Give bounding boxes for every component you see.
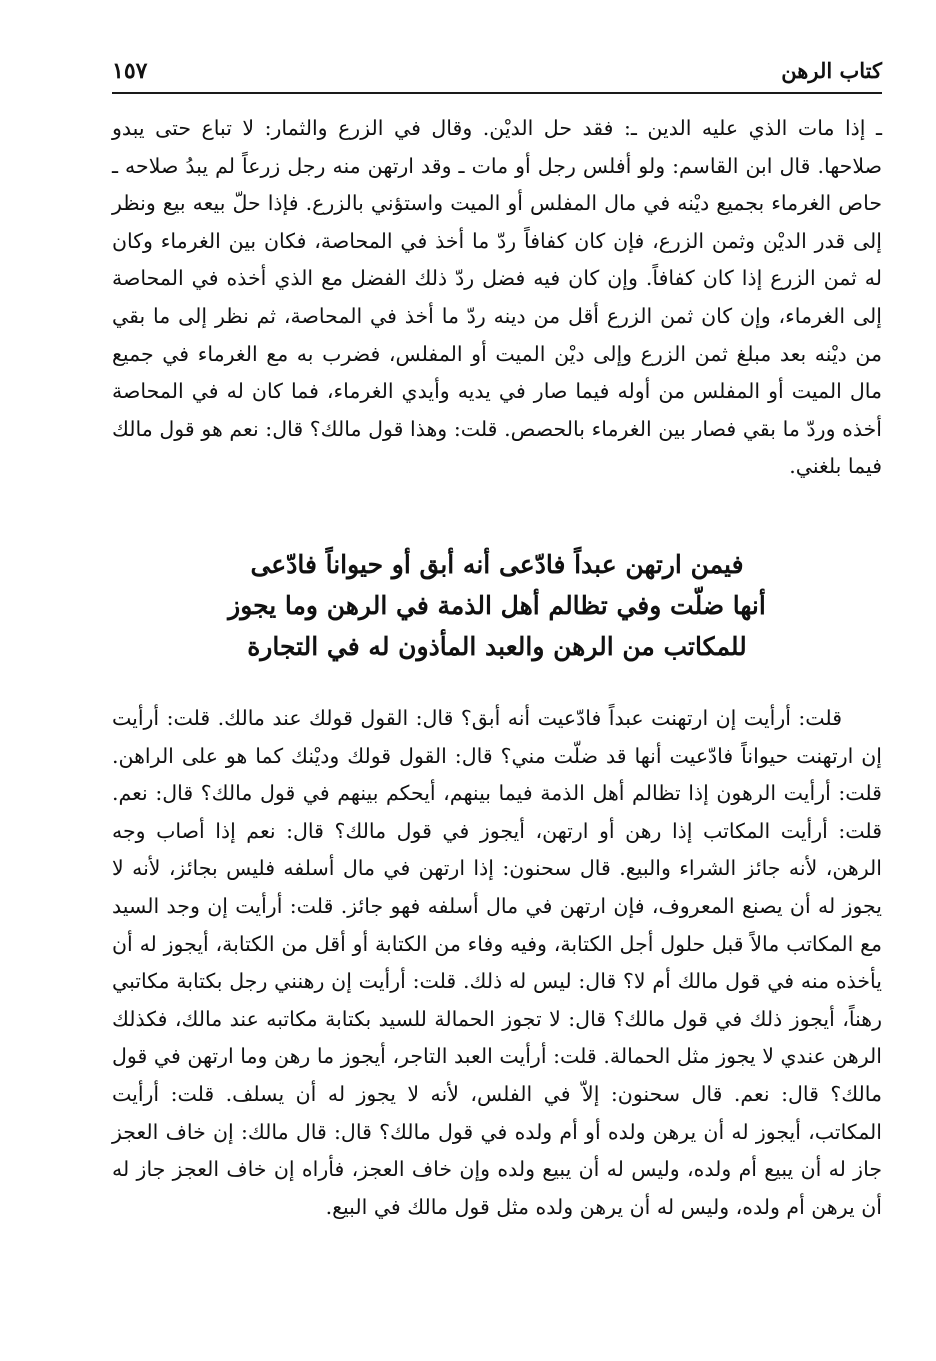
page-number: ١٥٧ — [112, 58, 148, 84]
heading-line-1: فيمن ارتهن عبداً فادّعى أنه أبق أو حيواناً فادّعى — [250, 550, 744, 579]
heading-line-2: أنها ضلّت وفي تظالم أهل الذمة في الرهن وما يجوز — [228, 591, 766, 620]
paragraph-runaway-slave: قلت: أرأيت إن ارتهنت عبداً فادّعيت أنه أبق؟ قال: القول قولك عند مالك. قلت: أرأيت إن ارتهنت حيواناً فادّعيت أنها قد ضلّت مني؟ قال: القول قولك وديْنك كما هو على الراهن. قلت: أرأيت الرهون إذا تظالم أهل الذمة فيما بينهم، أيحكم بينهم في قول مالك؟ قال: نعم. قلت: أرأيت المكاتب إذا رهن أو ارتهن، أيجوز في قول مالك؟ قال: نعم إذا أصاب وجه الرهن، لأنه جائز الشراء والبيع. قال سحنون: إذا ارتهن في مال أسلفه فليس بجائز، لأنه لا يجوز له أن يصنع المعروف، فإن ارتهن في مال أسلفه فهو جائز. قلت: أرأيت إن وجد السيد مع المكاتب مالاً قبل حلول أجل الكتابة، وفيه وفاء من الكتابة أو أقل من الكتابة، أيجوز له أن يأخذه منه في قول مالك أم لا؟ قال: ليس له ذلك. قلت: أرأيت إن رهنني رجل بكتابة مكاتبي رهناً، أيجوز ذلك في قول مالك؟ قال: لا تجوز الحمالة للسيد بكتابة مكاتبه عند مالك، فكذلك الرهن عندي لا يجوز مثل الحمالة. قلت: أرأيت العبد التاجر، أيجوز ما رهن وما ارتهن في قول مالك؟ قال: نعم. قال سحنون: إلاّ في الفلس، لأنه لا يجوز له أن يسلف. قلت: أرأيت المكاتب، أيجوز له أن يرهن ولده أو أم ولده في قول مالك؟ قال: قال مالك: إن خاف العجز جاز له أن يبيع أم ولده، وليس له أن يبيع ولده وإن خاف العجز، فأراه إن خاف العجز جاز له أن يرهن أم ولده، وليس له أن يرهن ولده مثل قول مالك في البيع. — [112, 706, 882, 1219]
heading-line-3: للمكاتب من الرهن والعبد المأذون له في التجارة — [247, 632, 747, 661]
header-divider — [112, 92, 882, 94]
paragraph-pledged-crops: ـ إذا مات الذي عليه الدين ـ: فقد حل الديْن. وقال في الزرع والثمار: لا تباع حتى يبدو صلاحها. قال ابن القاسم: ولو أفلس رجل أو مات ـ وقد ارتهن منه رجل زرعاً لم يبدُ صلاحه ـ حاص الغرماء بجميع ديْنه في مال المفلس أو الميت واستؤني بالزرع. فإذا حلّ بيعه بيع ونظر إلى قدر الديْن وثمن الزرع، فإن كان كفافاً ردّ ما أخذ في المحاصة، فكان بين الغرماء وكان له ثمن الزرع إذا كان كفافاً. وإن كان فيه فضل ردّ ذلك الفضل مع الذي أخذه في المحاصة إلى الغرماء، وإن كان ثمن الزرع أقل من دينه ردّ ما أخذ في المحاصة، ثم نظر إلى ما بقي من ديْنه بعد مبلغ ثمن الزرع وإلى ديْن الميت أو المفلس، فضرب به مع الغرماء في جميع مال الميت أو المفلس من أوله فيما صار في يديه وأيدي الغرماء، فما كان له في المحاصة أخذه وردّ ما بقي فصار بين الغرماء بالحصص. قلت: وهذا قول مالك؟ قال: نعم هو قول مالك فيما بلغني. — [112, 116, 882, 479]
page-header — [112, 56, 882, 90]
running-title: كتاب الرهن — [781, 58, 882, 83]
section-heading — [112, 544, 882, 667]
